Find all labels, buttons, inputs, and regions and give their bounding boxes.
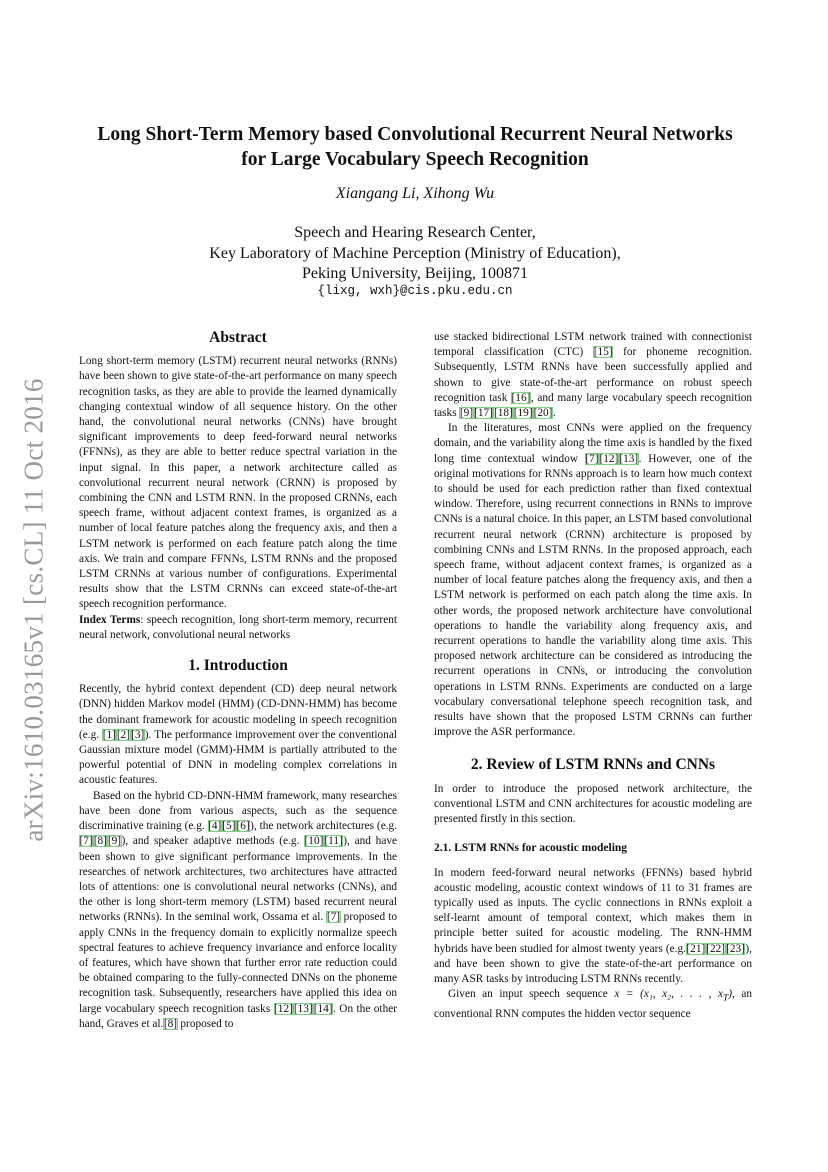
intro-paragraph-1: Recently, the hybrid context dependent (CD) deep neural network (DNN) hidden Markov model (HMM) (CD-DNN-HMM) has become the dominant framework for acoustic modeling in speech recognition (e.g. [1][2][3]). The performance improvement over the conventional Gaussian mixture model (GMM)-HMM is partially attributed to the powerful potential of DNN in modeling complex correlations in acoustic features. [79, 683, 397, 787]
affiliation-line-2: Key Laboratory of Machine Perception (Ministry of Education), [209, 244, 621, 262]
citation-link[interactable]: [13] [293, 1002, 313, 1015]
citation-link[interactable]: [20] [533, 407, 553, 420]
citation-link[interactable]: [7] [79, 835, 93, 848]
citation-link[interactable]: [21] [686, 942, 706, 955]
citation-link[interactable]: [15] [593, 346, 613, 359]
author-email: {lixg, wxh}@cis.pku.edu.cn [317, 284, 513, 298]
arxiv-identifier[interactable]: arXiv:1610.03165v1 [cs.CL] 11 Oct 2016 [18, 378, 49, 842]
affiliation [60, 223, 770, 285]
subsection-heading: 2.1. LSTM RNNs for acoustic modeling [434, 842, 628, 855]
citation-link[interactable]: [18] [493, 407, 513, 420]
right-column [434, 330, 752, 1022]
index-terms-label: Index Terms [79, 613, 141, 626]
citation-link[interactable]: [11] [324, 835, 343, 848]
citation-link[interactable]: [14] [313, 1002, 333, 1015]
review-paragraph-3: Given an input speech sequence x = (x₁, x₂, . . . , $x_T$), an conventional RNN computes the hidden vector sequence [434, 988, 753, 1020]
citation-link[interactable]: [3] [131, 728, 145, 741]
math-sequence: x = (x₁, x₂, . . . , $x_T$) [614, 988, 732, 1004]
citation-link[interactable]: [5] [222, 820, 236, 833]
abstract-body: Long short-term memory (LSTM) recurrent neural networks (RNNs) have been shown to give state-of-the-art performance on many speech recognition tasks, as they are able to provide the learned dynamically changing contextual window of all sequence history. On the other hand, the convolutional neural networks (CNNs) have brought significant improvements to deep feed-forward neural networks (FFNNs), as they are able to better reduce spectral variation in the input signal. In this paper, a network architecture called as convolutional recurrent neural network (CRNN) is proposed by combining the CNN and LSTM RNN. In the proposed CRNNs, each speech frame, without adjacent context frames, is organized as a number of local feature patches along the frequency axis, and then a LSTM network is performed on each feature patch along the time axis. We train and compare FFNNs, LSTM RNNs and the proposed LSTM CRNNs at various number of configurations. Experimental results show that the LSTM CRNNs can exceed state-of-the-art speech recognition performance. [79, 355, 397, 611]
citation-link[interactable]: [4] [208, 820, 222, 833]
citation-link[interactable]: [7] [585, 452, 599, 465]
review-paragraph-2: In modern feed-forward neural networks (FFNNs) based hybrid acoustic modeling, acoustic context windows of 11 to 31 frames are typically used as inputs. The cyclic connections in RNNs exploit a self-learnt amount of temporal context, which makes them in principle better suited for acoustic modeling. The RNN-HMM hybrids have been studied for almost twenty years (e.g.[21][22][23]), and have been shown to give the state-of-the-art performance on many ASR tasks by introducing LSTM RNNs recently. [434, 866, 752, 985]
citation-link[interactable]: [16] [511, 391, 531, 404]
citation-link[interactable]: [10] [304, 835, 324, 848]
citation-link[interactable]: [13] [619, 452, 639, 465]
paper-authors: Xiangang Li, Xihong Wu [335, 185, 495, 202]
title-line-1: Long Short-Term Memory based Convolutional Recurrent Neural Networks [97, 124, 733, 145]
paper-title [60, 122, 770, 172]
left-column [79, 330, 397, 1032]
citation-link[interactable]: [6] [236, 820, 250, 833]
citation-link[interactable]: [17] [474, 407, 493, 420]
citation-link[interactable]: [1] [102, 728, 116, 741]
citation-link[interactable]: [12] [274, 1002, 293, 1015]
affiliation-line-3: Peking University, Beijing, 100871 [301, 265, 529, 282]
citation-link[interactable]: [23] [726, 942, 745, 955]
index-terms-text: : speech recognition, long short-term memory, recurrent neural network, convolutional neural networks [79, 613, 397, 641]
citation-link[interactable]: [12] [599, 452, 619, 465]
citation-link[interactable]: [22] [706, 942, 726, 955]
arxiv-side-stamp [14, 335, 54, 885]
citation-link[interactable]: [8] [163, 1017, 178, 1030]
citation-link[interactable]: [8] [93, 835, 107, 848]
citation-link[interactable]: [9] [459, 407, 474, 420]
intro-paragraph-4: In the literatures, most CNNs were applied on the frequency domain, and the variability along the time axis is handled by the fixed long time contextual window [7][12][13]. However, one of the original motivations for RNNs approach is to learn how much context to should be used for each prediction rather than fixed contextual window. Therefore, using recurrent connections in RNNs to improve CNNs is a natural choice. In this paper, an LSTM based convolutional recurrent neural network (CRNN) architecture is proposed by combining CNNs and LSTM RNNs. In the proposed approach, each speech frame, without adjacent context frames, is organized as a number of local feature patches along the frequency axis, and then a LSTM network is performed on each patch along the time axis. In other words, the proposed network architecture have convolutional operations to handle the variability along frequency axis, and recurrent operations to handle the variability along time axis. This proposed network architecture can be considered as introducing the recurrent operations in CNNs, or introducing the convolution operations in LSTM RNNs. Experiments are conducted on a large vocabulary conversational telephone speech recognition task, and results have shown that the proposed LSTM CRNNs can further improve the ASR performance. [434, 422, 752, 739]
intro-paragraph-3: use stacked bidirectional LSTM network trained with connectionist temporal classification (CTC) [15] for phoneme recognition. Subsequently, LSTM RNNs have been successfully applied and shown to give state-of-the-art performance on robust speech recognition task [16], and many large vocabulary speech recognition tasks [9][17][18][19][20]. [434, 331, 753, 420]
citation-link[interactable]: [9] [107, 835, 122, 848]
intro-paragraph-2: Based on the hybrid CD-DNN-HMM framework, many researches have been done from various aspects, such as the sequence discriminative training (e.g. [4][5][6]), the network architectures (e.g. [7][8][9]), and speaker adaptive methods (e.g. [10][11]), and have been shown to give significant performance improvements. In the researches of network architectures, two architectures have attracted lots of attentions: one is convolutional neural networks (CNNs), and the other is long short-term memory (LSTM) based recurrent neural networks (RNNs). In the seminal work, Ossama et al. [7] proposed to apply CNNs in the frequency domain to explicitly normalize speech spectral features to achieve frequency invariance and enforce locality of features, which have shown that further error rate reduction could be obtained comparing to the fully-connected DNNs on the phoneme recognition task. Subsequently, researchers have applied this idea on large vocabulary speech recognition tasks [12][13][14]. On the other hand, Graves et al.[8] proposed to [79, 789, 398, 1030]
index-terms [79, 613, 397, 643]
title-line-2: for Large Vocabulary Speech Recognition [241, 149, 589, 170]
citation-link[interactable]: [2] [116, 728, 131, 741]
affiliation-line-1: Speech and Hearing Research Center, [294, 224, 536, 241]
citation-link[interactable]: [7] [326, 911, 341, 924]
introduction-heading: 1. Introduction [188, 657, 288, 675]
review-heading: 2. Review of LSTM RNNs and CNNs [470, 756, 716, 774]
citation-link[interactable]: [19] [513, 407, 533, 420]
abstract-heading: Abstract [209, 329, 267, 346]
review-paragraph-1: In order to introduce the proposed network architecture, the conventional LSTM and CNN architectures for acoustic modeling are presented firstly in this section. [434, 782, 752, 826]
